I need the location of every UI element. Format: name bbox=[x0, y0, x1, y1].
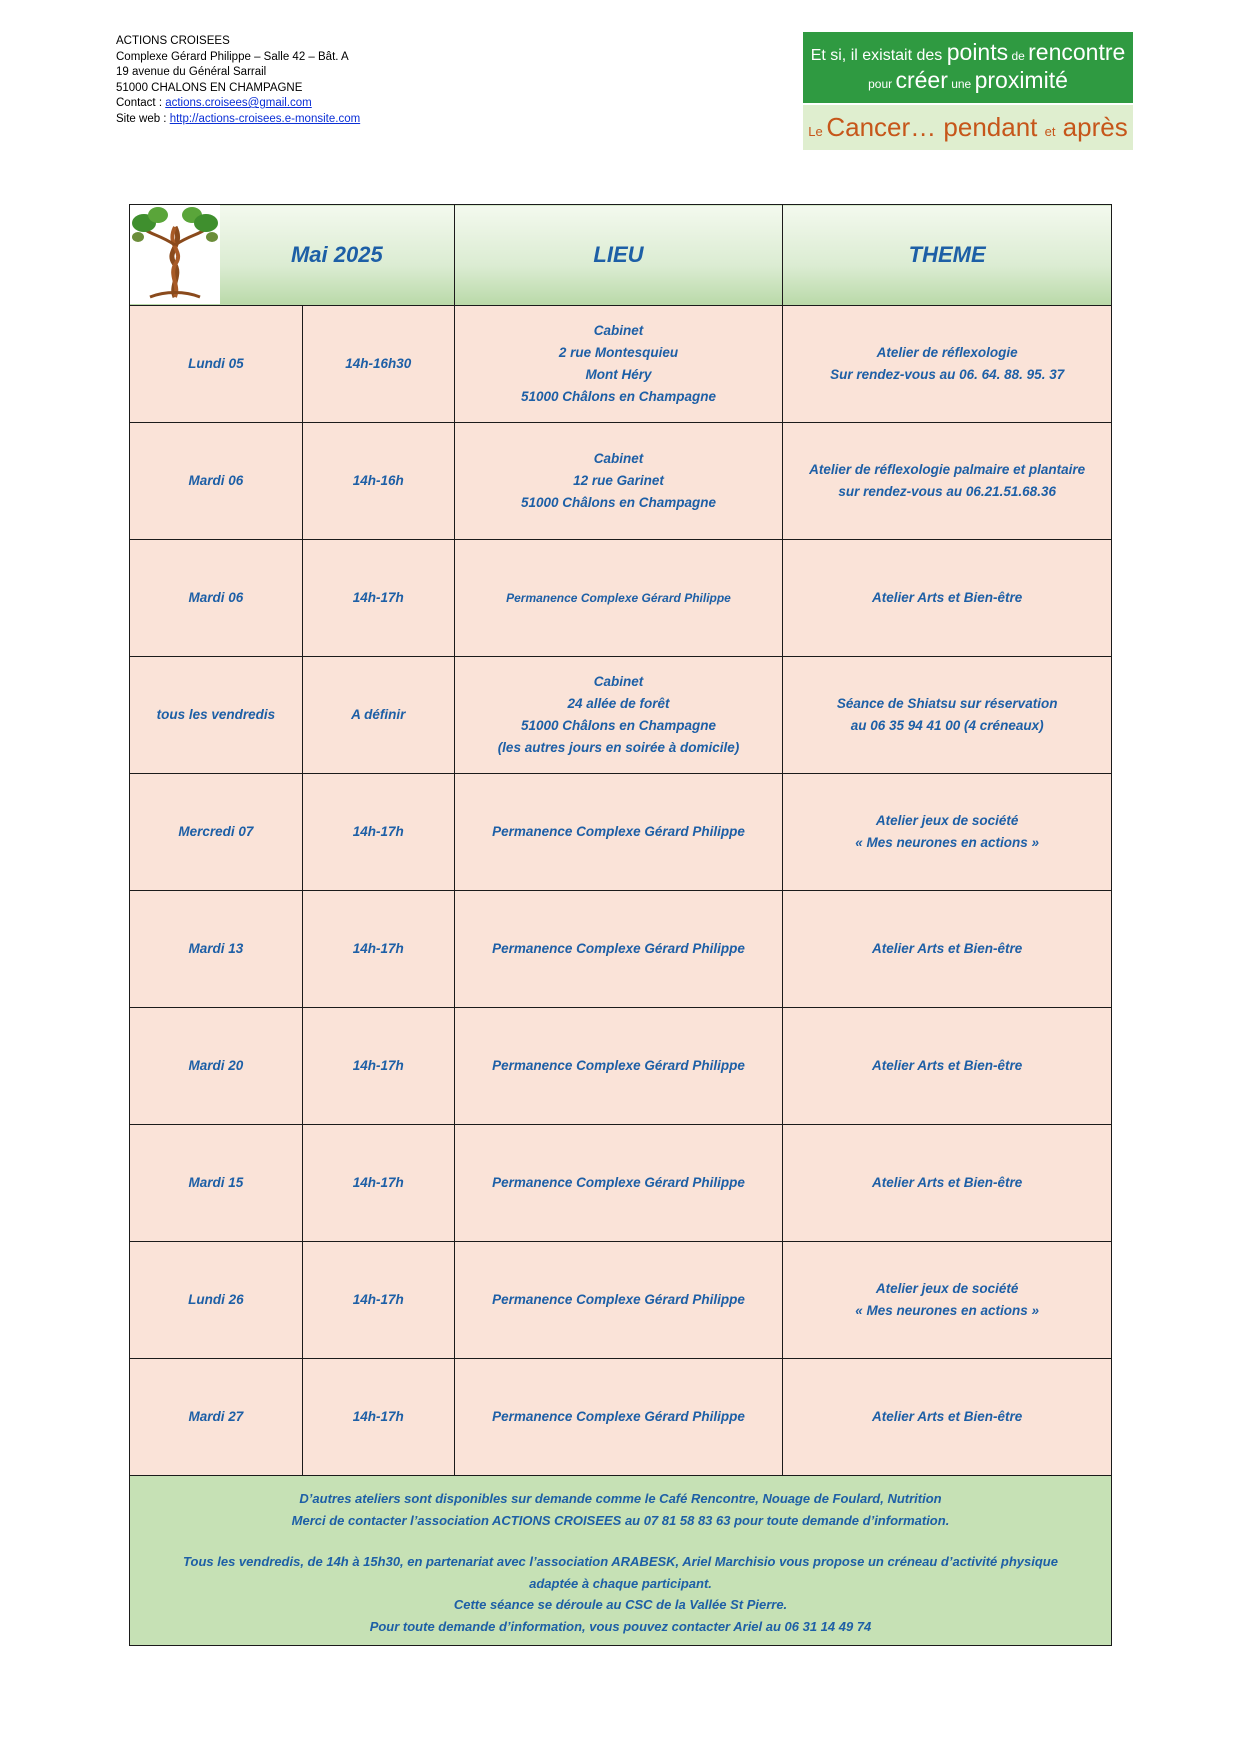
day-cell: Mercredi 07 bbox=[130, 774, 303, 891]
lieu-cell bbox=[454, 540, 783, 657]
contact-email-link[interactable]: actions.croisees@gmail.com bbox=[165, 97, 312, 109]
day-cell: Mardi 27 bbox=[130, 1359, 303, 1476]
lieu-line: Permanence Complexe Gérard Philippe bbox=[492, 941, 745, 956]
lieu-line: Cabinet bbox=[593, 323, 644, 338]
table-row bbox=[130, 1125, 1112, 1242]
lieu-line: Permanence Complexe Gérard Philippe bbox=[492, 824, 745, 839]
site-url-link[interactable]: http://actions-croisees.e-monsite.com bbox=[169, 112, 361, 125]
lieu-line: Cabinet bbox=[593, 451, 644, 466]
footer-text: Pour toute demande d’information, vous pouvez contacter Ariel au 06 31 14 49 74 bbox=[369, 1618, 872, 1634]
banner-text: rencontre bbox=[1028, 39, 1126, 65]
theme-line: Sur rendez-vous au 06. 64. 88. 95. 37 bbox=[830, 367, 1065, 382]
time-cell: 14h-17h bbox=[302, 540, 454, 657]
table-row bbox=[130, 423, 1112, 540]
lieu-line: Permanence Complexe Gérard Philippe bbox=[492, 1175, 745, 1190]
banner-green bbox=[803, 32, 1133, 103]
time-cell: 14h-17h bbox=[302, 891, 454, 1008]
time-cell: 14h-16h bbox=[302, 423, 454, 540]
theme-cell bbox=[783, 657, 1112, 774]
time-cell: A définir bbox=[302, 657, 454, 774]
organization-header bbox=[116, 34, 360, 127]
address-line-2: 19 avenue du Général Sarrail bbox=[116, 66, 267, 78]
address-line-3: 51000 CHALONS EN CHAMPAGNE bbox=[116, 81, 303, 94]
address-line-1: Complexe Gérard Philippe – Salle 42 – Bât. A bbox=[116, 50, 349, 63]
site-label: Site web : bbox=[116, 112, 170, 125]
site-line bbox=[116, 112, 360, 128]
time-cell: 14h-17h bbox=[302, 1008, 454, 1125]
banner-text: Le bbox=[808, 124, 827, 139]
table-row bbox=[130, 1242, 1112, 1359]
lieu-line: 24 allée de forêt bbox=[567, 696, 670, 711]
slogan-banner bbox=[803, 32, 1133, 150]
banner-text: pour bbox=[868, 77, 896, 91]
lieu-line: 51000 Châlons en Champagne bbox=[520, 495, 717, 510]
theme-line: Atelier Arts et Bien-être bbox=[872, 1409, 1023, 1424]
day-cell: tous les vendredis bbox=[130, 657, 303, 774]
org-name: ACTIONS CROISEES bbox=[116, 35, 230, 47]
table-row bbox=[130, 540, 1112, 657]
banner-text: une bbox=[947, 77, 975, 91]
banner-text: Cancer… bbox=[826, 112, 937, 142]
lieu-cell bbox=[454, 423, 783, 540]
lieu-line: 51000 Châlons en Champagne bbox=[520, 389, 717, 404]
lieu-line: Permanence Complexe Gérard Philippe bbox=[506, 591, 731, 605]
header-month-cell bbox=[130, 205, 455, 306]
footer-info-row bbox=[130, 1476, 1112, 1646]
header-theme: THEME bbox=[783, 205, 1112, 306]
lieu-line: Permanence Complexe Gérard Philippe bbox=[492, 1058, 745, 1073]
theme-line: Atelier Arts et Bien-être bbox=[872, 1175, 1023, 1190]
lieu-line: 12 rue Garinet bbox=[573, 473, 664, 488]
table-row bbox=[130, 891, 1112, 1008]
banner-text: points bbox=[946, 39, 1009, 65]
footer-text: adaptée à chaque participant. bbox=[529, 1575, 712, 1591]
theme-line: Séance de Shiatsu sur réservation bbox=[836, 696, 1058, 711]
lieu-line: 51000 Châlons en Champagne bbox=[520, 718, 717, 733]
theme-line: sur rendez-vous au 06.21.51.68.36 bbox=[838, 484, 1056, 499]
table-row bbox=[130, 1008, 1112, 1125]
lieu-cell bbox=[454, 1242, 783, 1359]
banner-text: de bbox=[1008, 49, 1029, 63]
theme-line: Atelier Arts et Bien-être bbox=[872, 1058, 1023, 1073]
lieu-line: Permanence Complexe Gérard Philippe bbox=[492, 1409, 745, 1424]
contact-line bbox=[116, 96, 360, 112]
table-row bbox=[130, 774, 1112, 891]
footer-text: D’autres ateliers sont disponibles sur demande comme le Café Rencontre, Nouage de Foulard, Nutrition bbox=[299, 1491, 942, 1506]
day-cell: Mardi 20 bbox=[130, 1008, 303, 1125]
day-cell: Mardi 06 bbox=[130, 540, 303, 657]
theme-line: Atelier jeux de société bbox=[875, 1281, 1019, 1296]
theme-cell bbox=[783, 540, 1112, 657]
theme-cell bbox=[783, 1359, 1112, 1476]
day-cell: Lundi 26 bbox=[130, 1242, 303, 1359]
theme-line: Atelier Arts et Bien-être bbox=[872, 590, 1023, 605]
lieu-cell bbox=[454, 774, 783, 891]
time-cell: 14h-17h bbox=[302, 774, 454, 891]
banner-text: et bbox=[1044, 124, 1056, 139]
lieu-line: Mont Héry bbox=[585, 367, 652, 382]
footer-text: Merci de contacter l’association ACTIONS CROISEES au 07 81 58 83 63 pour toute demande d’information. bbox=[291, 1512, 950, 1528]
theme-cell bbox=[783, 1242, 1112, 1359]
contact-label: Contact : bbox=[116, 97, 166, 109]
footer-info-cell bbox=[130, 1476, 1112, 1646]
theme-cell bbox=[783, 423, 1112, 540]
table-row bbox=[130, 1359, 1112, 1476]
banner-cancer bbox=[803, 105, 1133, 150]
table-row bbox=[130, 657, 1112, 774]
theme-line: « Mes neurones en actions » bbox=[855, 835, 1040, 850]
day-cell: Lundi 05 bbox=[130, 306, 303, 423]
banner-text: Et si, il existait des bbox=[810, 47, 947, 64]
banner-text: après bbox=[1055, 112, 1128, 142]
time-cell: 14h-17h bbox=[302, 1125, 454, 1242]
table-row bbox=[130, 306, 1112, 423]
theme-line: Atelier Arts et Bien-être bbox=[872, 941, 1023, 956]
day-cell: Mardi 06 bbox=[130, 423, 303, 540]
banner-text: créer bbox=[895, 67, 948, 93]
theme-line: Atelier jeux de société bbox=[875, 813, 1019, 828]
lieu-cell bbox=[454, 306, 783, 423]
banner-text: proximité bbox=[974, 67, 1068, 93]
day-cell: Mardi 15 bbox=[130, 1125, 303, 1242]
header-lieu: LIEU bbox=[454, 205, 783, 306]
theme-cell bbox=[783, 1008, 1112, 1125]
footer-text: Tous les vendredis, de 14h à 15h30, en partenariat avec l’association ARABESK, Ariel Marchisio vous propose un créneau d’activité physique bbox=[183, 1554, 1058, 1569]
table-header-row bbox=[130, 205, 1112, 306]
lieu-line: Permanence Complexe Gérard Philippe bbox=[492, 1292, 745, 1307]
banner-text: pendant bbox=[936, 112, 1045, 142]
lieu-line: (les autres jours en soirée à domicile) bbox=[497, 740, 740, 755]
time-cell: 14h-17h bbox=[302, 1242, 454, 1359]
theme-line: Atelier de réflexologie bbox=[876, 345, 1018, 360]
theme-cell bbox=[783, 774, 1112, 891]
lieu-line: Cabinet bbox=[593, 674, 644, 689]
day-cell: Mardi 13 bbox=[130, 891, 303, 1008]
theme-line: « Mes neurones en actions » bbox=[855, 1303, 1040, 1318]
banner-line-2 bbox=[803, 68, 1133, 96]
lieu-cell bbox=[454, 1008, 783, 1125]
schedule-table bbox=[129, 204, 1112, 1646]
time-cell: 14h-17h bbox=[302, 1359, 454, 1476]
theme-line: au 06 35 94 41 00 (4 créneaux) bbox=[850, 718, 1044, 733]
lieu-cell bbox=[454, 891, 783, 1008]
footer-text: Cette séance se déroule au CSC de la Vallée St Pierre. bbox=[453, 1597, 788, 1612]
lieu-cell bbox=[454, 1359, 783, 1476]
lieu-cell bbox=[454, 657, 783, 774]
theme-cell bbox=[783, 1125, 1112, 1242]
time-cell: 14h-16h30 bbox=[302, 306, 454, 423]
theme-cell bbox=[783, 891, 1112, 1008]
theme-line: Atelier de réflexologie palmaire et plantaire bbox=[809, 462, 1086, 477]
banner-line-1 bbox=[803, 32, 1133, 68]
month-title: Mai 2025 bbox=[290, 242, 383, 267]
theme-cell bbox=[783, 306, 1112, 423]
lieu-line: 2 rue Montesquieu bbox=[558, 345, 679, 360]
tree-logo-icon bbox=[130, 205, 220, 304]
lieu-cell bbox=[454, 1125, 783, 1242]
